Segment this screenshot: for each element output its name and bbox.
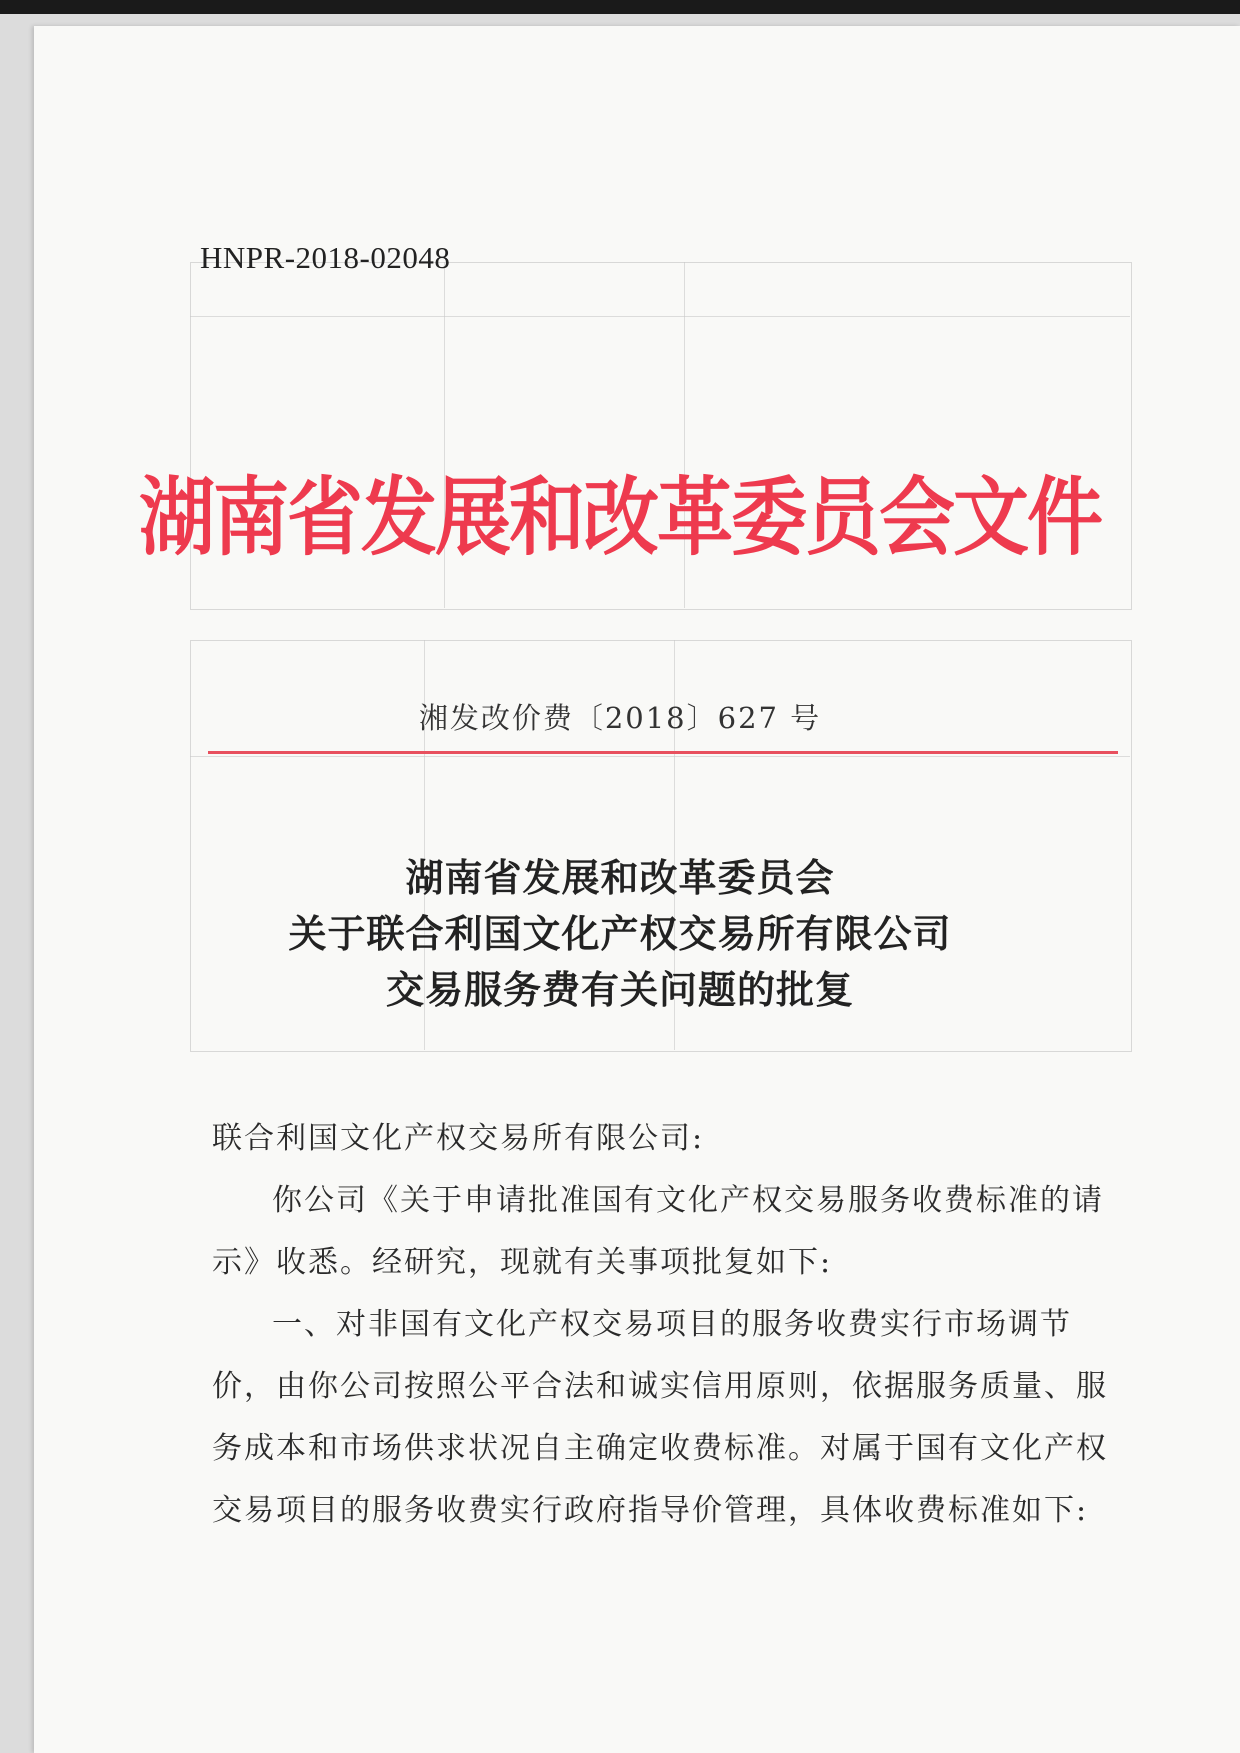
bleed-through-rule	[190, 316, 1130, 317]
document-title	[0, 850, 1240, 1018]
document-body	[212, 1108, 1128, 1542]
title-line: 关于联合利国文化产权交易所有限公司	[288, 911, 952, 956]
scan-top-edge	[0, 0, 1240, 14]
body-paragraph: 一、对非国有文化产权交易项目的服务收费实行市场调节价，由你公司按照公平合法和诚实信用原则，依据服务质量、服务成本和市场供求状况自主确定收费标准。对属于国有文化产权交易项目的服务收费实行政府指导价管理，具体收费标准如下:	[212, 1307, 1108, 1528]
title-line: 湖南省发展和改革委员会	[405, 855, 835, 900]
red-separator-rule	[208, 751, 1118, 754]
salutation: 联合利国文化产权交易所有限公司:	[212, 1121, 705, 1156]
document-id: HNPR-2018-02048	[200, 240, 451, 275]
bleed-through-rule	[190, 756, 1130, 757]
document-number: 湘发改价费〔2018〕627 号	[418, 701, 822, 735]
issuing-authority-header: 湖南省发展和改革委员会文件	[139, 467, 1101, 568]
title-line: 交易服务费有关问题的批复	[385, 967, 854, 1012]
body-paragraph: 你公司《关于申请批准国有文化产权交易服务收费标准的请示》收悉。经研究，现就有关事项批复如下:	[212, 1183, 1104, 1280]
